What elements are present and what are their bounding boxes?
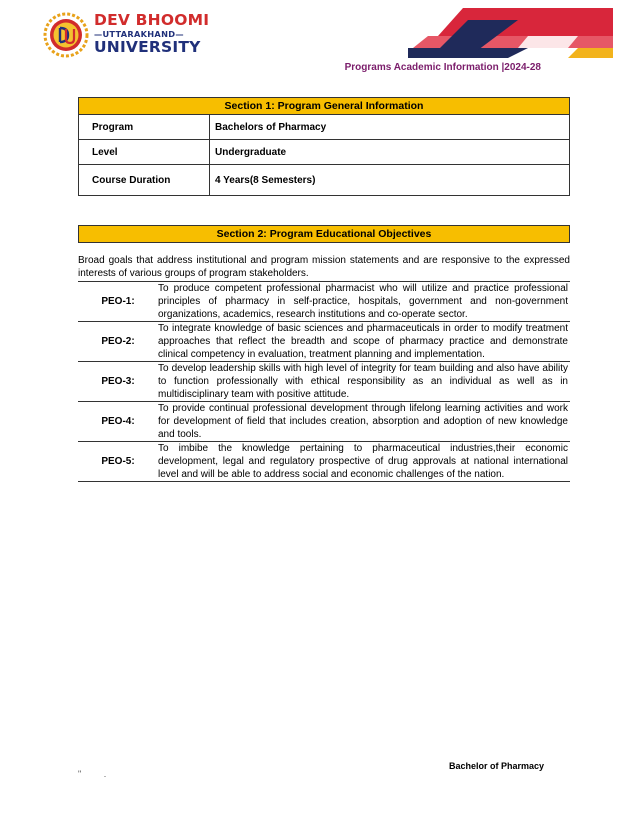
level-label: Level [79, 140, 210, 165]
logo-line-dev-bhoomi: DEV BHOOMI [94, 11, 210, 29]
list-item [78, 442, 570, 482]
university-emblem-icon [42, 12, 90, 58]
footer-marks: " . [78, 769, 117, 779]
table-row-program [79, 115, 570, 140]
table-row-duration [79, 165, 570, 196]
peo-id: PEO-3: [101, 376, 135, 387]
header-caption: Programs Academic Information |2024-28 [344, 62, 541, 73]
list-item [78, 402, 570, 442]
peo-text: To imbibe the knowledge pertaining to pharmaceutical industries,their economic development, legal and regulatory prospective of drug approvals at national international level and will be able to address social and economic challenges of the nation. [158, 443, 568, 480]
university-logo [42, 11, 210, 58]
logo-line-uttarakhand: —UTTARAKHAND— [94, 29, 184, 39]
header-stripes-graphic [408, 6, 613, 58]
peo-list [78, 281, 570, 482]
peo-intro-paragraph: Broad goals that address institutional and program mission statements and are responsive to the expressed interests of various groups of program stakeholders. [78, 255, 570, 279]
peo-text: To produce competent professional pharmacist who will utilize and practice professional principles of pharmacy in self-practice, hospitals, government and non-government organizations, academics, research institutions and co-operate sector. [158, 283, 568, 320]
peo-text: To provide continual professional development through lifelong learning activities and work for development of field that includes creation, absorption and adoption of new knowledge and tools. [158, 403, 568, 440]
list-item [78, 322, 570, 362]
peo-id: PEO-2: [101, 336, 135, 347]
program-value: Bachelors of Pharmacy [210, 115, 570, 140]
program-label: Program [79, 115, 210, 140]
duration-label: Course Duration [79, 165, 210, 196]
section1-title: Section 1: Program General Information [79, 98, 570, 115]
logo-line-university: UNIVERSITY [94, 38, 201, 56]
footer-program-name: Bachelor of Pharmacy [449, 761, 545, 771]
logo-wordmark [94, 11, 210, 56]
section2-title: Section 2: Program Educational Objectives [78, 225, 570, 243]
peo-text: To integrate knowledge of basic sciences and pharmaceuticals in order to modify treatment approaches that reflect the breadth and scope of pharmacy practice and demonstrate clinical competency in evaluation, treatment planning and implementation. [158, 323, 568, 360]
peo-id: PEO-1: [101, 296, 135, 307]
duration-value: 4 Years(8 Semesters) [210, 165, 570, 196]
list-item [78, 282, 570, 322]
level-value: Undergraduate [210, 140, 570, 165]
table-row-level [79, 140, 570, 165]
peo-id: PEO-4: [101, 416, 135, 427]
peo-text: To develop leadership skills with high level of integrity for team building and also have ability to function professionally with ethical responsibility as an individual as well as in multidisciplinary team with positive attitude. [158, 363, 568, 400]
peo-id: PEO-5: [101, 456, 135, 467]
list-item [78, 362, 570, 402]
program-general-info-table [78, 97, 570, 196]
